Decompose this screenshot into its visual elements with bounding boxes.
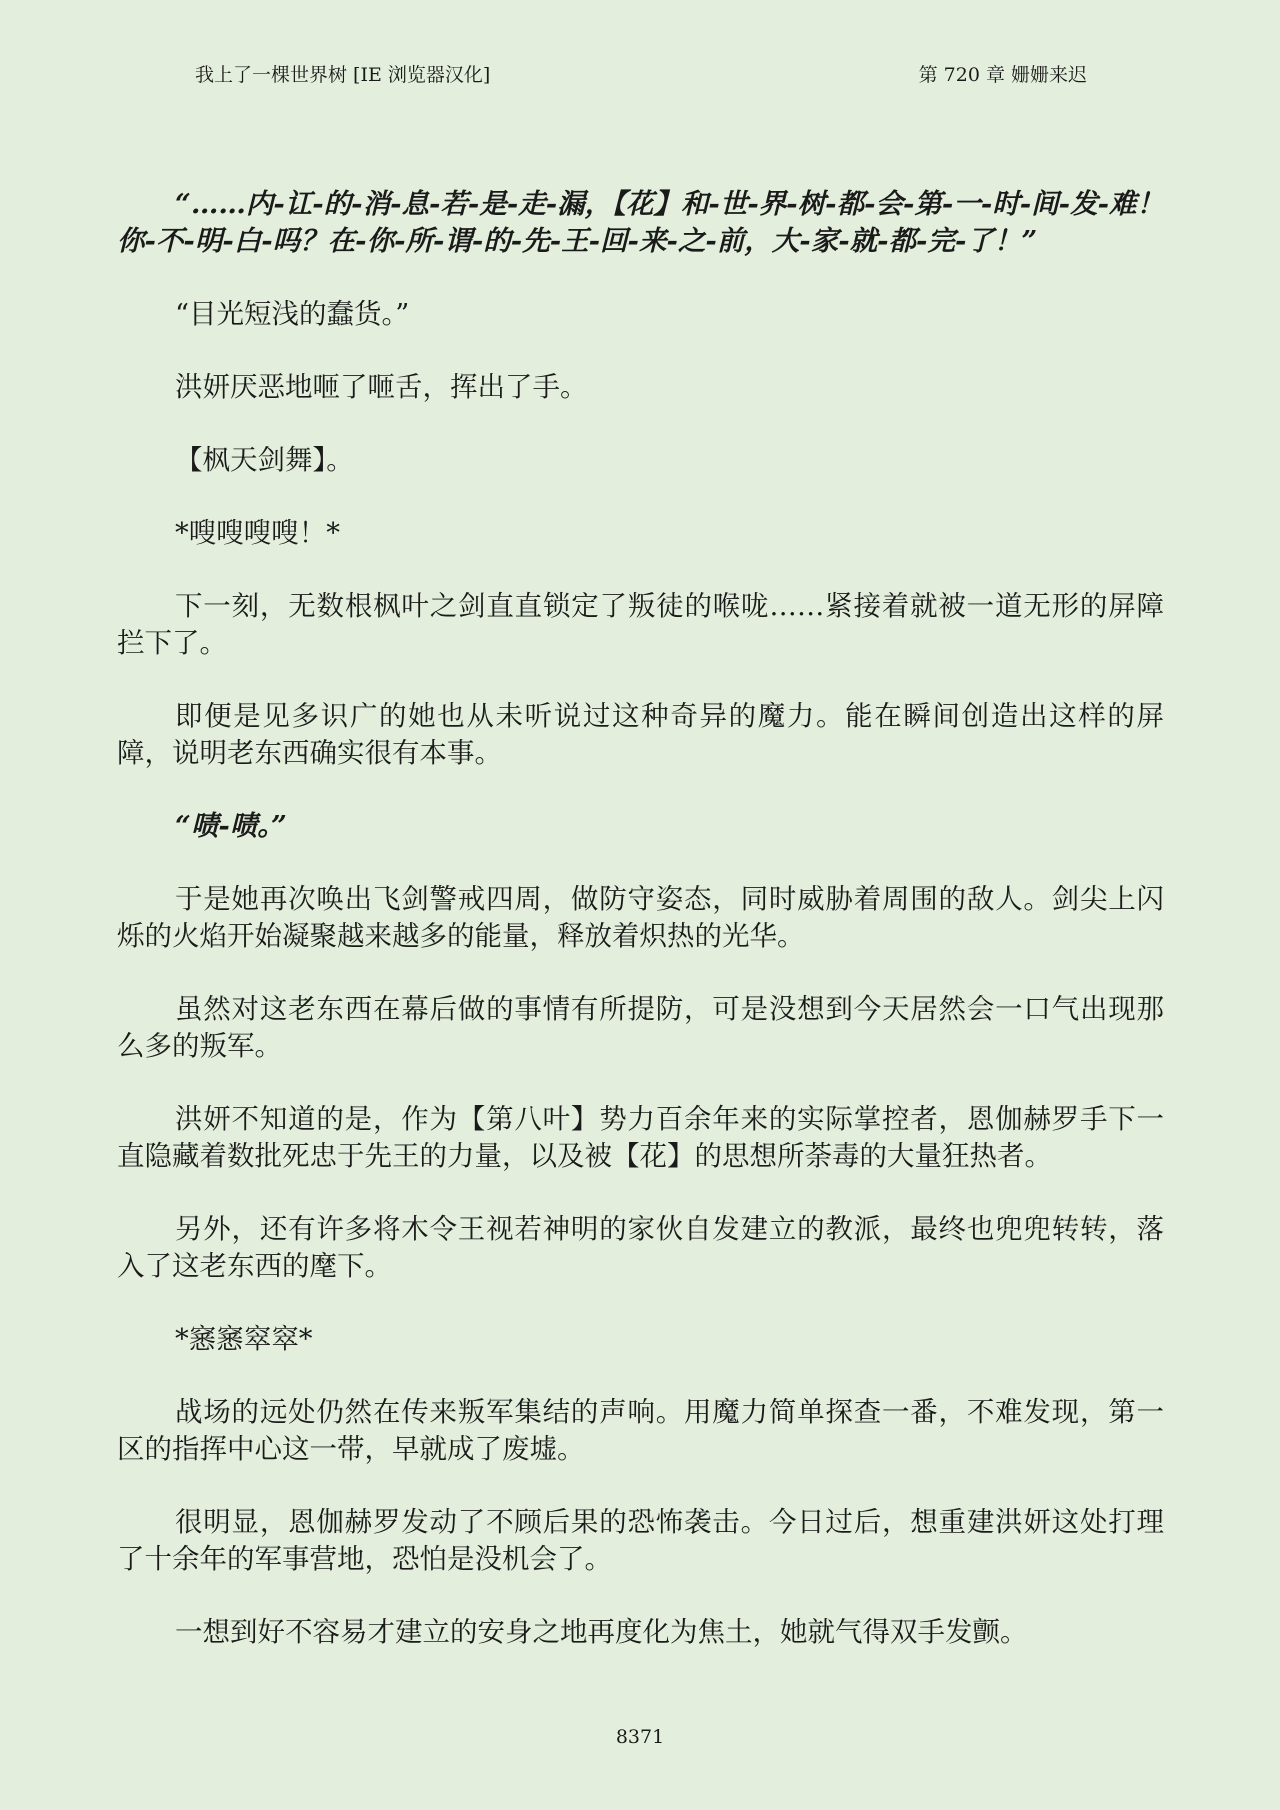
paragraph: “啧-啧。” [175, 810, 287, 842]
paragraph: 即便是见多识广的她也从未听说过这种奇异的魔力。能在瞬间创造出这样的屏障，说明老东西确实很有本事。 [117, 700, 1164, 769]
paragraph: “目光短浅的蠢货。” [175, 298, 410, 330]
paragraph: 一想到好不容易才建立的安身之地再度化为焦土，她就气得双手发颤。 [175, 1616, 1028, 1648]
paragraph: 洪妍厌恶地咂了咂舌，挥出了手。 [175, 371, 588, 403]
paragraph: *窸窸窣窣* [175, 1323, 313, 1355]
paragraph: 另外，还有许多将木令王视若神明的家伙自发建立的教派，最终也兜兜转转，落入了这老东西的麾下。 [117, 1213, 1164, 1282]
chapter-body [117, 186, 1164, 1687]
paragraph: 虽然对这老东西在幕后做的事情有所提防，可是没想到今天居然会一口气出现那么多的叛军。 [117, 993, 1164, 1062]
paragraph: 很明显，恩伽赫罗发动了不顾后果的恐怖袭击。今日过后，想重建洪妍这处打理了十余年的军事营地，恐怕是没机会了。 [117, 1506, 1164, 1575]
paragraph: 洪妍不知道的是，作为【第八叶】势力百余年来的实际掌控者，恩伽赫罗手下一直隐藏着数批死忠于先王的力量，以及被【花】的思想所荼毒的大量狂热者。 [117, 1103, 1164, 1172]
page-header [0, 60, 1280, 90]
page-number: 8371 [615, 1726, 665, 1748]
paragraph: 下一刻，无数根枫叶之剑直直锁定了叛徒的喉咙……紧接着就被一道无形的屏障拦下了。 [117, 590, 1164, 659]
paragraph: 战场的远处仍然在传来叛军集结的声响。用魔力简单探查一番，不难发现，第一区的指挥中心这一带，早就成了废墟。 [117, 1396, 1164, 1465]
paragraph: “……内-讧-的-消-息-若-是-走-漏，【花】和-世-界-树-都-会-第-一-时-间-发-难！你-不-明-白-吗？在-你-所-谓-的-先-王-回-来-之-前，大-家-就-都-完-了！” [117, 188, 1164, 257]
paragraph: 于是她再次唤出飞剑警戒四周，做防守姿态，同时威胁着周围的敌人。剑尖上闪烁的火焰开始凝聚越来越多的能量，释放着炽热的光华。 [117, 883, 1164, 952]
paragraph: 【枫天剑舞】。 [175, 444, 354, 476]
paragraph: *嗖嗖嗖嗖！* [175, 517, 340, 549]
book-title: 我上了一棵世界树 [IE 浏览器汉化] [195, 64, 491, 86]
chapter-title: 第 720 章 姗姗来迟 [918, 64, 1087, 86]
